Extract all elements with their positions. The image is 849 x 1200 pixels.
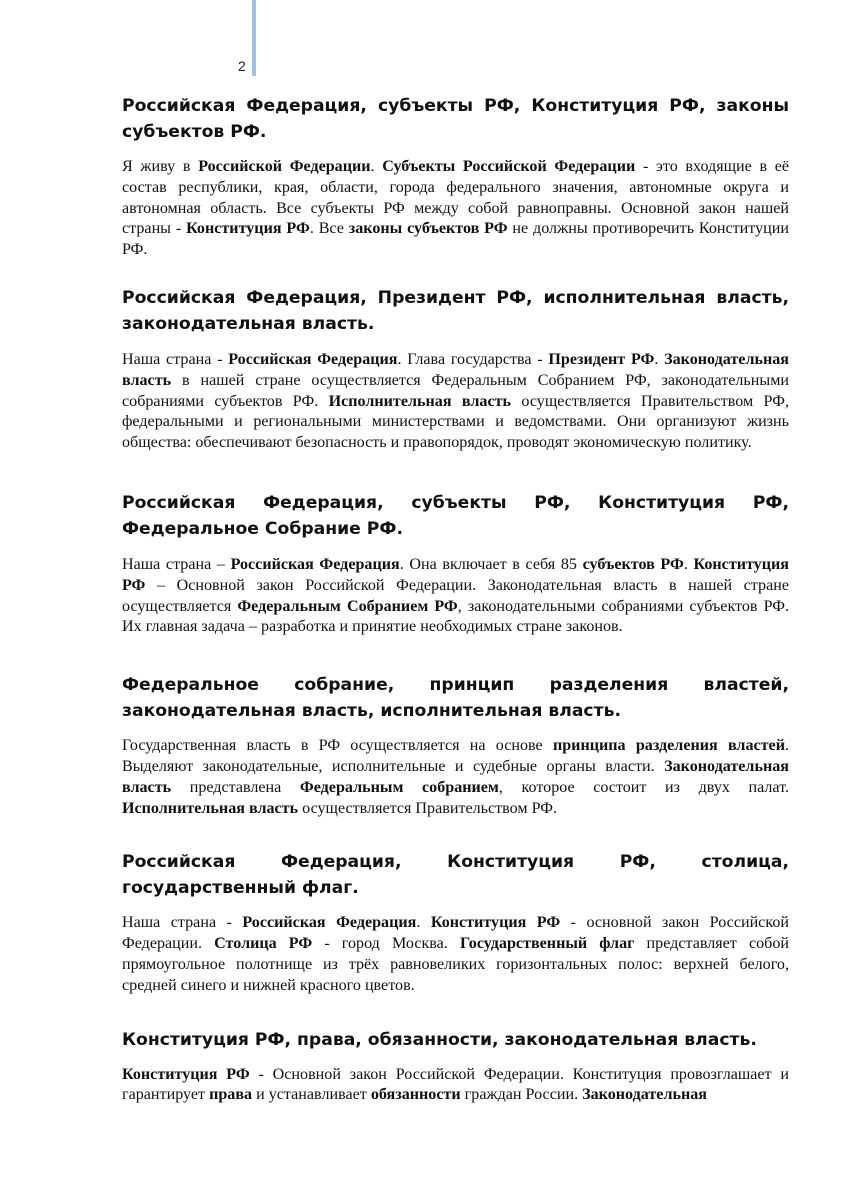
section-5 (122, 849, 789, 996)
text-run: Я живу в (122, 158, 199, 175)
bold-term: Федеральным Собранием РФ (237, 597, 458, 615)
bold-term: Российская Федерация (228, 350, 398, 368)
text-run: - Основной закон Российской Федерации. Конституция провозглашает и гарантирует (122, 1065, 790, 1104)
document-body (122, 93, 789, 1106)
page-number: 2 (238, 58, 246, 74)
bold-term: принципа разделения властей (552, 737, 785, 755)
text-run: и устанавливает (252, 1086, 371, 1104)
text-run: представляет собой прямоугольное полотнище из трёх равновеликих горизонтальных полос: верхней белого, средней синего и нижней красного цветов. (122, 935, 789, 994)
text-run: Государственная власть в РФ осуществляется на основе (122, 737, 553, 755)
section-heading: Российская Федерация, субъекты РФ, Конституция РФ, Федеральное Собрание РФ. (122, 492, 789, 539)
bold-term: Законодательная (582, 1086, 708, 1104)
text-run: - основной закон Российской Федерации. (122, 914, 789, 953)
text-run: . Глава государства - (397, 350, 549, 368)
text-run: Наша страна - (122, 914, 243, 932)
text-run: осуществляется Правительством РФ, федеральными и региональными министерствами и ведомствами. Они организуют жизнь общества: обеспечивают безопасность и правопорядок, проводят экономическую политику. (122, 392, 789, 452)
section-heading: Федеральное собрание, принцип разделения властей, законодательная власть, исполнительная власть. (122, 675, 789, 722)
bold-term: Конституция РФ (430, 914, 561, 932)
bold-term: Субъекты Российской Федерации (382, 158, 636, 175)
text-run: Наша страна - (122, 350, 229, 368)
bold-term: Законодательная власть (122, 350, 790, 389)
bold-term: Конституция РФ (186, 220, 310, 238)
text-run: в нашей стране осуществляется Федеральным Собранием РФ, законодательными собраниями субъектов РФ. (122, 371, 789, 410)
text-run: осуществляется Правительством РФ. (298, 799, 558, 817)
section-2 (122, 285, 789, 454)
bold-term: Конституция РФ (122, 1065, 250, 1083)
section-3 (122, 490, 789, 638)
text-run: - это входящие в её состав республики, края, области, города федерального значения, автономные округа и автономная область. Все субъекты РФ между собой равноправны. Основной закон нашей страны - (122, 158, 789, 238)
text-run: граждан России. (460, 1086, 583, 1104)
section-paragraph (122, 350, 789, 454)
section-6 (122, 1027, 789, 1107)
text-run: . (654, 350, 665, 368)
bold-term: субъектов РФ (582, 555, 684, 573)
bold-term: Исполнительная власть (122, 799, 299, 817)
text-run: - город Москва. (312, 935, 460, 953)
text-run: , законодательными собраниями субъектов РФ. Их главная задача – разработка и принятие необходимых стране законов. (122, 597, 789, 636)
section-paragraph (122, 913, 789, 996)
bold-term: Российская Федерация (230, 555, 400, 573)
bold-term: Исполнительная власть (328, 392, 512, 410)
text-run: . Она включает в себя 85 (399, 555, 583, 573)
bold-term: обязанности (370, 1086, 461, 1104)
section-heading: Российская Федерация, Конституция РФ, столица, государственный флаг. (122, 852, 789, 899)
header-rule (252, 0, 256, 76)
text-run: представлена (171, 778, 300, 796)
section-paragraph (122, 1065, 789, 1107)
bold-term: Российская Федерация (242, 914, 417, 932)
section-heading: Конституция РФ, права, обязанности, законодательная власть. (122, 1029, 757, 1050)
section-1 (122, 93, 789, 261)
bold-term: Государственный флаг (459, 935, 635, 953)
bold-term: Российской Федерации (198, 158, 371, 175)
text-run: не должны противоречить Конституции РФ. (122, 220, 789, 259)
bold-term: Конституция РФ (122, 555, 789, 594)
text-run: Наша страна – (122, 555, 231, 573)
text-run: . (370, 158, 383, 175)
section-heading: Российская Федерация, Президент РФ, исполнительная власть, законодательная власть. (122, 287, 789, 334)
bold-term: Столица РФ (214, 935, 313, 953)
bold-term: Законодательная власть (122, 757, 789, 796)
section-paragraph (122, 555, 789, 638)
bold-term: Федеральным собранием (299, 778, 499, 796)
section-4 (122, 672, 789, 819)
text-run: . Выделяют законодательные, исполнительные и судебные органы власти. (122, 737, 789, 775)
bold-term: Президент РФ (548, 350, 655, 368)
bold-term: права (209, 1086, 253, 1104)
text-run: . (416, 914, 431, 932)
section-heading: Российская Федерация, субъекты РФ, Конституция РФ, законы субъектов РФ. (122, 96, 789, 142)
bold-term: законы субъектов РФ (348, 220, 508, 238)
text-run: . (683, 555, 694, 573)
text-run: – Основной закон Российской Федерации. Законодательная власть в нашей стране осуществляется (122, 576, 789, 615)
text-run: . Все (309, 220, 349, 238)
text-run: , которое состоит из двух палат. (498, 778, 789, 796)
section-paragraph (122, 736, 789, 819)
section-paragraph (122, 157, 789, 261)
